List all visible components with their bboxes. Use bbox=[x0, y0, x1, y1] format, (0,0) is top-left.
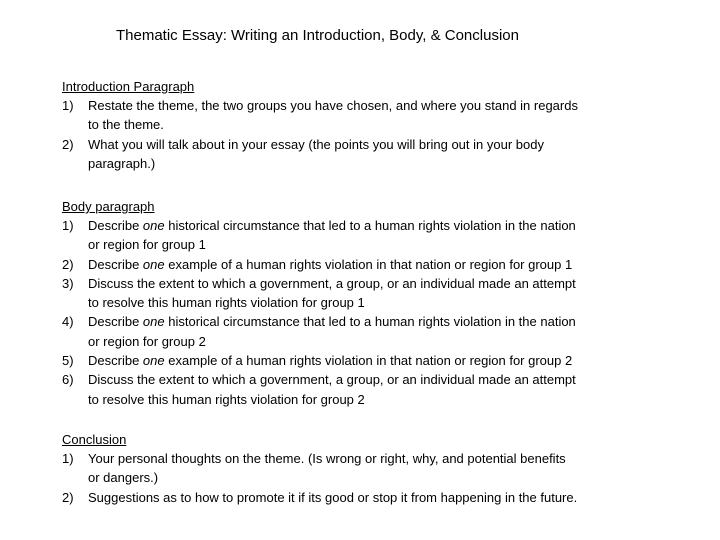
item-text: to resolve this human rights violation for group 2 bbox=[88, 391, 365, 407]
item-number: 1) bbox=[62, 218, 74, 233]
list-item bbox=[62, 96, 662, 135]
item-text: Suggestions as to how to promote it if its good or stop it from happening in the future. bbox=[88, 489, 578, 505]
item-text: Discuss the extent to which a government, a group, or an individual made an attempt bbox=[88, 372, 576, 388]
list-item bbox=[62, 216, 662, 255]
item-text: paragraph.) bbox=[88, 155, 156, 171]
item-text: Describe one example of a human rights violation in that nation or region for group 2 bbox=[88, 353, 573, 369]
item-number: 4) bbox=[62, 314, 74, 330]
item-text: Describe one historical circumstance that led to a human rights violation in the nation bbox=[88, 314, 576, 330]
item-number: 3) bbox=[62, 275, 74, 291]
item-text: or dangers.) bbox=[88, 470, 159, 486]
item-text: Your personal thoughts on the theme. (Is wrong or right, why, and potential benefits bbox=[88, 451, 566, 466]
item-text: Describe one historical circumstance that led to a human rights violation in the nation bbox=[88, 218, 576, 233]
item-text: Discuss the extent to which a government, a group, or an individual made an attempt bbox=[88, 275, 576, 291]
emphasis: one bbox=[142, 256, 165, 272]
item-text: Restate the theme, the two groups you have chosen, and where you stand in regards bbox=[88, 98, 578, 113]
item-number: 5) bbox=[62, 353, 74, 369]
list-item bbox=[62, 255, 662, 274]
conclusion-section bbox=[62, 430, 662, 507]
introduction-section bbox=[62, 77, 662, 173]
item-text: or region for group 1 bbox=[88, 237, 206, 253]
list-item bbox=[62, 488, 662, 507]
emphasis: one bbox=[142, 218, 165, 233]
item-number: 2) bbox=[62, 136, 74, 152]
emphasis: one bbox=[142, 353, 165, 369]
list-item bbox=[62, 370, 662, 409]
list-item bbox=[62, 312, 662, 351]
list-item bbox=[62, 135, 662, 174]
page-title: Thematic Essay: Writing an Introduction, Body, & Conclusion bbox=[116, 27, 519, 44]
item-number: 1) bbox=[62, 451, 74, 466]
introduction-heading: Introduction Paragraph bbox=[62, 79, 195, 94]
body-section bbox=[62, 197, 662, 409]
list-item bbox=[62, 274, 662, 313]
item-number: 6) bbox=[62, 372, 74, 388]
item-number: 1) bbox=[62, 98, 74, 113]
item-text: to resolve this human rights violation for group 1 bbox=[88, 295, 365, 311]
item-text: to the theme. bbox=[88, 117, 164, 133]
item-text: What you will talk about in your essay (the points you will bring out in your body bbox=[88, 136, 544, 152]
item-text: Describe one example of a human rights violation in that nation or region for group 1 bbox=[88, 256, 573, 272]
body-heading: Body paragraph bbox=[62, 199, 155, 214]
conclusion-heading: Conclusion bbox=[62, 432, 127, 447]
emphasis: one bbox=[142, 314, 165, 330]
item-number: 2) bbox=[62, 489, 74, 505]
item-text: or region for group 2 bbox=[88, 333, 206, 349]
item-number: 2) bbox=[62, 256, 74, 272]
list-item bbox=[62, 449, 662, 488]
list-item bbox=[62, 351, 662, 370]
